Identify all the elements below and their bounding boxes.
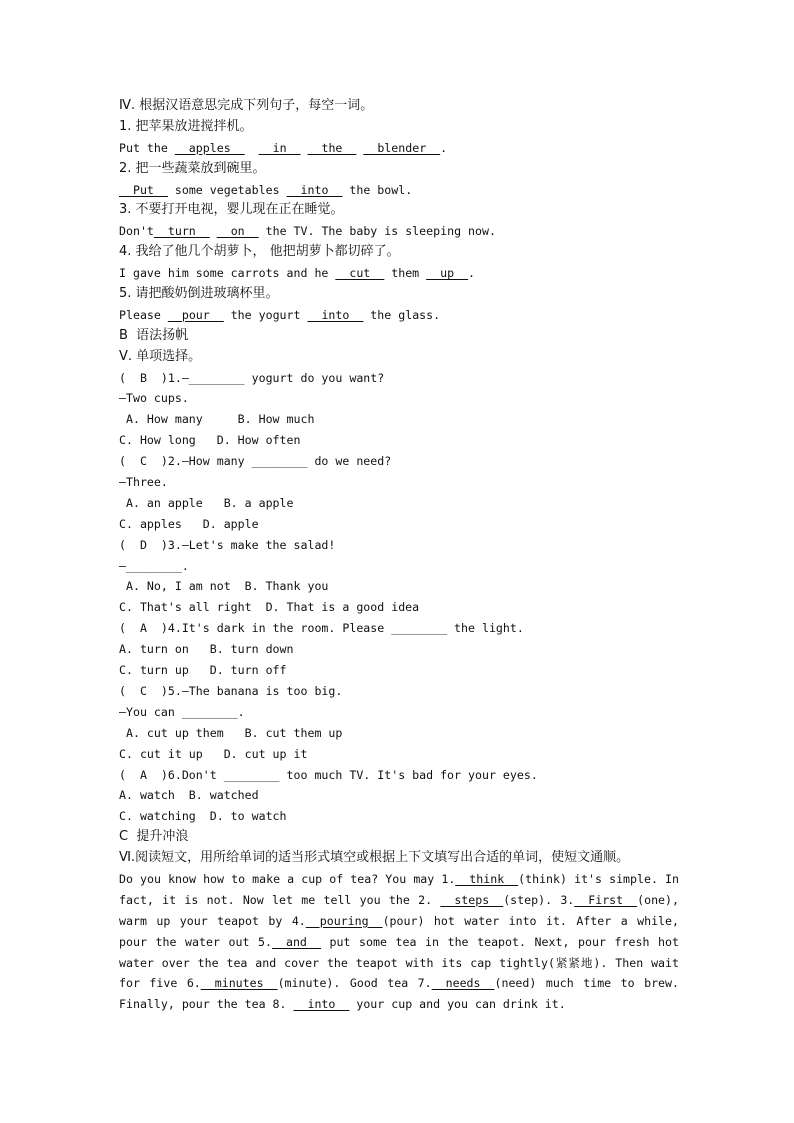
sentence-text xyxy=(301,141,308,155)
chinese-prompt: 4. 我给了他几个胡萝卜， 他把胡萝卜都切碎了。 xyxy=(119,244,400,260)
sentence-text xyxy=(245,141,259,155)
section-4-items xyxy=(119,117,679,326)
question-line: C. cut it up D. cut up it xyxy=(119,746,308,761)
question-line: —Three. xyxy=(119,475,168,490)
sentence-text: (think) it's simple. In fact, it is not. Now let me tell you the 2. xyxy=(119,871,679,907)
chinese-prompt: 3. 不要打开电视，婴儿现在正在睡觉。 xyxy=(119,202,344,218)
sentence-text: . xyxy=(440,140,448,155)
reading-passage xyxy=(119,869,679,1015)
sentence-text: Please xyxy=(119,307,168,322)
question-line: C. apples D. apple xyxy=(119,516,259,531)
answer-blank: __up__ xyxy=(426,266,469,281)
answer-blank: __into__ xyxy=(307,307,364,322)
question-line: A. How many B. How much xyxy=(119,412,315,427)
answer-blank: __First__ xyxy=(574,892,638,907)
section-5-questions xyxy=(119,368,679,828)
sentence-text: (step). 3. xyxy=(503,892,575,907)
question-line: C. turn up D. turn off xyxy=(119,663,287,678)
answer-blank: __turn__ xyxy=(153,224,210,239)
answer-blank: __pouring__ xyxy=(305,913,383,928)
answer-blank: __cut__ xyxy=(335,266,385,281)
answer-blank: __in__ xyxy=(258,140,301,155)
section-4-heading: Ⅳ. 根据汉语意思完成下列句子，每空一词。 xyxy=(119,98,374,113)
sentence-text: I gave him some carrots and he xyxy=(119,266,336,281)
answer-blank: __minutes__ xyxy=(200,976,278,991)
sentence-text: them xyxy=(384,266,427,281)
question-line: —You can ________. xyxy=(119,704,245,719)
answer-blank: __needs__ xyxy=(431,976,495,991)
section-5-heading: Ⅴ. 单项选择。 xyxy=(119,348,202,364)
question-line: —Two cups. xyxy=(119,391,189,406)
answer-blank: __think__ xyxy=(455,871,519,886)
sentence-text: Put the xyxy=(119,140,175,155)
question-line: A. cut up them B. cut them up xyxy=(119,725,343,740)
question-line: A. watch B. watched xyxy=(119,788,259,803)
section-c-heading: C 提升冲浪 xyxy=(119,829,189,845)
english-sentence xyxy=(119,180,679,201)
sentence-text: (need) much time to brew. Finally, pour the tea 8. xyxy=(119,976,679,1012)
english-sentence xyxy=(119,138,679,159)
question-line: ( A )4.It's dark in the room. Please ________ the light. xyxy=(119,621,524,636)
sentence-text xyxy=(210,224,217,238)
question-line: C. How long D. How often xyxy=(119,433,301,448)
answer-blank: __pour__ xyxy=(167,307,224,322)
answer-blank: __into__ xyxy=(293,997,350,1012)
sentence-text: (pour) hot water into it. After a while, pour the water out 5. xyxy=(119,913,679,949)
answer-blank: __the__ xyxy=(307,140,357,155)
worksheet-page xyxy=(119,96,679,1015)
question-line: C. watching D. to watch xyxy=(119,809,287,824)
question-line: C. That's all right D. That is a good idea xyxy=(119,600,420,615)
sentence-text: the glass. xyxy=(363,307,441,322)
english-sentence xyxy=(119,221,679,242)
sentence-text: . xyxy=(468,266,476,281)
question-line: A. an apple B. a apple xyxy=(119,495,294,510)
sentence-text: the bowl. xyxy=(342,182,413,197)
sentence-text: put some tea in the teapot. Next, pour fresh hot water over the tea and cover the teapot with its cap tightly(紧紧地). Then wait for five 6. xyxy=(119,934,679,991)
english-sentence xyxy=(119,305,679,326)
answer-blank: __into__ xyxy=(286,182,343,197)
section-6-heading: Ⅵ.阅读短文，用所给单词的适当形式填空或根据上下文填写出合适的单词，使短文通顺。 xyxy=(119,850,630,866)
section-b-heading: B 语法扬帆 xyxy=(119,327,189,343)
answer-blank: __blender__ xyxy=(363,140,441,155)
question-line: A. turn on B. turn down xyxy=(119,642,294,657)
answer-blank: __steps__ xyxy=(440,892,504,907)
sentence-text: (minute). Good tea 7. xyxy=(277,976,432,991)
sentence-text: Do you know how to make a cup of tea? You may 1. xyxy=(119,871,456,886)
chinese-prompt: 2. 把一些蔬菜放到碗里。 xyxy=(119,160,266,176)
answer-blank: __and__ xyxy=(272,934,321,949)
answer-blank: __apples__ xyxy=(174,140,245,155)
sentence-text: the TV. The baby is sleeping now. xyxy=(258,224,496,239)
sentence-text: (one), warm up your teapot by 4. xyxy=(119,892,679,928)
question-line: ( A )6.Don't ________ too much TV. It's bad for your eyes. xyxy=(119,767,538,782)
answer-blank: __on__ xyxy=(216,224,259,239)
english-sentence xyxy=(119,263,679,284)
question-line: ( C )2.—How many ________ do we need? xyxy=(119,454,392,469)
question-line: ( D )3.—Let's make the salad! xyxy=(119,537,336,552)
sentence-text: some vegetables xyxy=(167,182,287,197)
question-line: —________. xyxy=(119,558,189,573)
chinese-prompt: 1. 把苹果放进搅拌机。 xyxy=(119,118,253,134)
question-line: ( B )1.—________ yogurt do you want? xyxy=(119,370,385,385)
chinese-prompt: 5. 请把酸奶倒进玻璃杯里。 xyxy=(119,286,279,302)
sentence-text: Don't xyxy=(119,224,154,239)
question-line: ( C )5.—The banana is too big. xyxy=(119,683,343,698)
sentence-text: your cup and you can drink it. xyxy=(349,997,566,1012)
answer-blank: __Put__ xyxy=(119,182,168,197)
sentence-text: the yogurt xyxy=(223,307,308,322)
question-line: A. No, I am not B. Thank you xyxy=(119,579,329,594)
